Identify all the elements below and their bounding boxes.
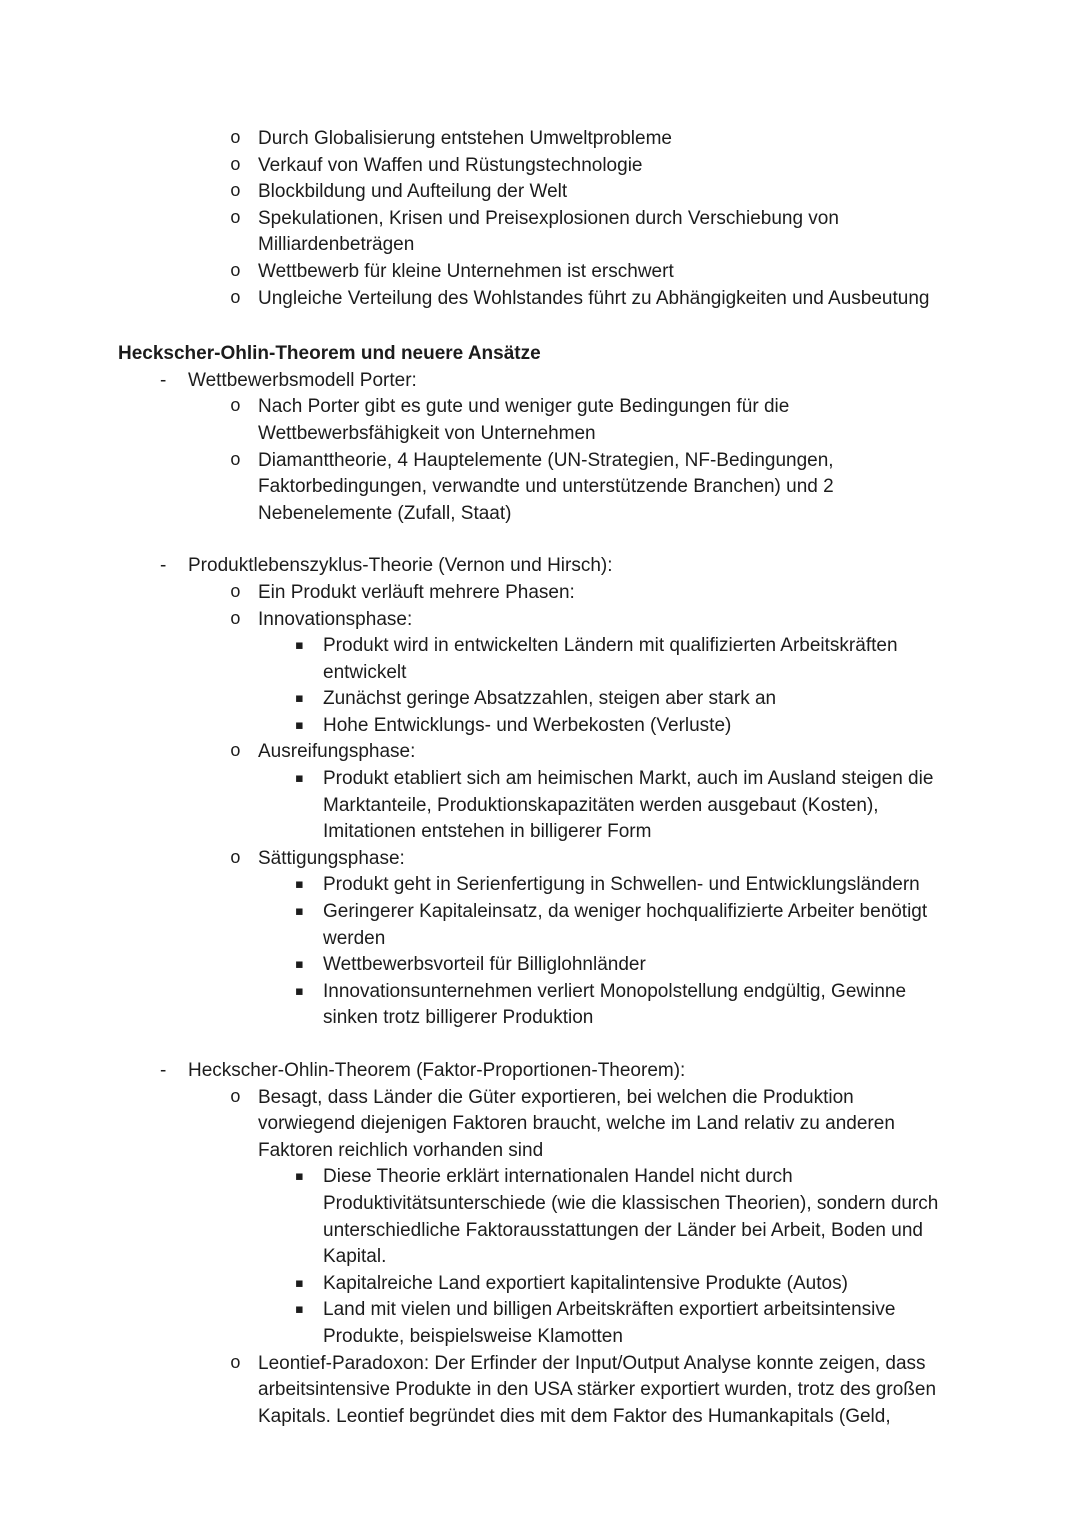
line-text: Leontief-Paradoxon: Der Erfinder der Input/Output Analyse konnte zeigen, dass [258,1352,926,1374]
line-text: Produkt etabliert sich am heimischen Markt, auch im Ausland steigen die [323,768,934,790]
line-text: Ein Produkt verläuft mehrere Phasen: [258,581,575,603]
bullet-marker: ▪ [295,691,304,707]
list-item [118,1058,970,1085]
list-item [118,126,970,153]
list-item-continuation [118,1005,970,1032]
list-item [118,368,970,395]
bullet-marker: - [160,369,167,391]
list-item-continuation [118,232,970,259]
list-item-continuation [118,1138,970,1165]
bullet-marker: o [230,450,241,471]
line-text: Nebenelemente (Zufall, Staat) [258,502,512,524]
bullet-marker [230,421,258,448]
line-text: Milliardenbeträgen [258,234,415,256]
bullet-marker: o [230,848,241,869]
bullet-marker [230,232,258,259]
line-text: werden [323,927,386,949]
line-text: Faktorbedingungen, verwandte und unterstützende Branchen) und 2 [258,476,834,498]
list-item-continuation [118,1404,970,1431]
list-item-continuation [118,793,970,820]
line-text: Produkte, beispielsweise Klamotten [323,1325,623,1347]
list-item-continuation [118,474,970,501]
line-text: entwickelt [323,661,407,683]
bullet-marker: ▪ [295,983,304,999]
line-text: Wettbewerbsmodell Porter: [188,369,417,391]
list-item-continuation [118,1218,970,1245]
list-item [118,686,970,713]
bullet-marker: ▪ [295,1275,304,1291]
line-text: Produkt wird in entwickelten Ländern mit qualifizierten Arbeitskräften [323,635,898,657]
bullet-marker [295,793,323,820]
list-item [118,899,970,926]
line-text: Hohe Entwicklungs- und Werbekosten (Verluste) [323,714,732,736]
list-item [118,1271,970,1298]
line-text: Durch Globalisierung entstehen Umweltprobleme [258,128,672,149]
bullet-marker: ▪ [295,904,304,920]
bullet-marker: o [230,1353,241,1374]
list-item-continuation [118,926,970,953]
bullet-marker: o [230,155,241,176]
bullet-marker [230,1138,258,1165]
line-text: Kapitalreiche Land exportiert kapitalintensive Produkte (Autos) [323,1272,848,1294]
line-text: Marktanteile, Produktionskapazitäten werden ausgebaut (Kosten), [323,794,879,816]
list-item [118,607,970,634]
line-text: Diamanttheorie, 4 Hauptelemente (UN-Strategien, NF-Bedingungen, [258,449,834,471]
line-text: Produktivitätsunterschiede (wie die klassischen Theorien), sondern durch [323,1192,939,1214]
line-text: Wettbewerbsvorteil für Billiglohnländer [323,954,646,976]
line-text: Ungleiche Verteilung des Wohlstandes führt zu Abhängigkeiten und Ausbeutung [258,287,930,309]
line-text: Spekulationen, Krisen und Preisexplosionen durch Verschiebung von [258,207,839,229]
list-item-continuation [118,421,970,448]
bullet-marker: - [160,1060,167,1081]
line-text: Imitationen entstehen in billigerer Form [323,821,652,843]
line-text: Land mit vielen und billigen Arbeitskräften exportiert arbeitsintensive [323,1299,896,1321]
bullet-marker: ▪ [295,957,304,973]
bullet-marker: o [230,742,241,763]
list-item-continuation [118,1111,970,1138]
bullet-marker: ▪ [295,638,304,654]
line-text: Kapital. [323,1246,387,1268]
bullet-marker: - [160,555,167,577]
list-item [118,952,970,979]
list-item [118,713,970,740]
list-item [118,153,970,180]
line-text: arbeitsintensive Produkte in den USA stärker exportiert wurden, trotz des großen [258,1379,937,1401]
bullet-marker [230,1404,258,1431]
list-item-continuation [118,819,970,846]
bullet-marker [230,1111,258,1138]
bullet-marker [295,1005,323,1032]
line-text: Innovationsunternehmen verliert Monopolstellung endgültig, Gewinne [323,980,907,1002]
list-item [118,206,970,233]
bullet-marker [230,1377,258,1404]
bullet-marker [295,660,323,687]
bullet-marker: o [230,609,241,630]
bullet-marker [295,1324,323,1351]
line-text: Heckscher-Ohlin-Theorem (Faktor-Proportionen-Theorem): [188,1060,686,1081]
bullet-marker: o [230,582,241,603]
list-item [118,179,970,206]
bullet-marker: o [230,129,241,149]
line-text: unterschiedliche Faktorausstattungen der Länder bei Arbeit, Boden und [323,1219,923,1241]
bullet-marker: ▪ [295,877,304,893]
list-item-continuation [118,660,970,687]
list-item [118,1351,970,1378]
bullet-marker [230,474,258,501]
list-item [118,1085,970,1112]
line-text: Kapitals. Leontief begründet dies mit dem Faktor des Humankapitals (Geld, [258,1405,891,1427]
bullet-marker [295,819,323,846]
line-text: vorwiegend diejenigen Faktoren braucht, welche im Land relativ zu anderen [258,1113,895,1135]
list-item [118,1164,970,1191]
list-item-continuation [118,1377,970,1404]
bullet-marker [230,501,258,528]
bullet-marker [295,1218,323,1245]
list-item [118,580,970,607]
bullet-marker: ▪ [295,1169,304,1185]
line-text: Zunächst geringe Absatzzahlen, steigen aber stark an [323,688,777,710]
line-text: Wettbewerb für kleine Unternehmen ist erschwert [258,260,674,282]
bullet-marker [295,1191,323,1218]
bullet-marker [295,926,323,953]
list-item [118,394,970,421]
line-text: Besagt, dass Länder die Güter exportieren, bei welchen die Produktion [258,1086,854,1108]
list-item [118,448,970,475]
bullet-marker [295,1244,323,1271]
bullet-marker: ▪ [295,771,304,787]
list-item [118,979,970,1006]
line-text: sinken trotz billigerer Produktion [323,1007,594,1029]
line-text: Nach Porter gibt es gute und weniger gute Bedingungen für die [258,396,790,418]
bullet-marker: ▪ [295,717,304,733]
line-text: Ausreifungsphase: [258,741,416,763]
line-text: Innovationsphase: [258,608,413,630]
list-item [118,286,970,313]
list-item [118,553,970,580]
line-text: Geringerer Kapitaleinsatz, da weniger hochqualifizierte Arbeiter benötigt [323,901,928,923]
list-item [118,846,970,873]
bullet-marker: o [230,288,241,309]
line-text: Faktoren reichlich vorhanden sind [258,1139,544,1161]
line-text: Heckscher-Ohlin-Theorem und neuere Ansätze [118,343,541,365]
bullet-marker: o [230,261,241,282]
bullet-marker: ▪ [295,1302,304,1318]
bullet-marker: o [230,397,241,418]
line-text: Sättigungsphase: [258,847,405,869]
list-item [118,766,970,793]
line-text: Diese Theorie erklärt internationalen Handel nicht durch [323,1166,793,1188]
section-heading [118,341,970,368]
line-text: Produkt geht in Serienfertigung in Schwellen- und Entwicklungsländern [323,874,920,896]
bullet-marker: o [230,208,241,229]
bullet-marker: o [230,182,241,203]
bullet-marker: o [230,1087,241,1108]
list-item [118,259,970,286]
list-item [118,1297,970,1324]
list-item-continuation [118,501,970,528]
list-item-continuation [118,1324,970,1351]
line-text: Wettbewerbsfähigkeit von Unternehmen [258,422,596,444]
list-item-continuation [118,1191,970,1218]
line-text: Blockbildung und Aufteilung der Welt [258,181,568,203]
list-item-continuation [118,1244,970,1271]
list-item [118,739,970,766]
line-text: Verkauf von Waffen und Rüstungstechnologie [258,154,643,176]
line-text: Produktlebenszyklus-Theorie (Vernon und Hirsch): [188,555,613,577]
list-item [118,872,970,899]
list-item [118,633,970,660]
